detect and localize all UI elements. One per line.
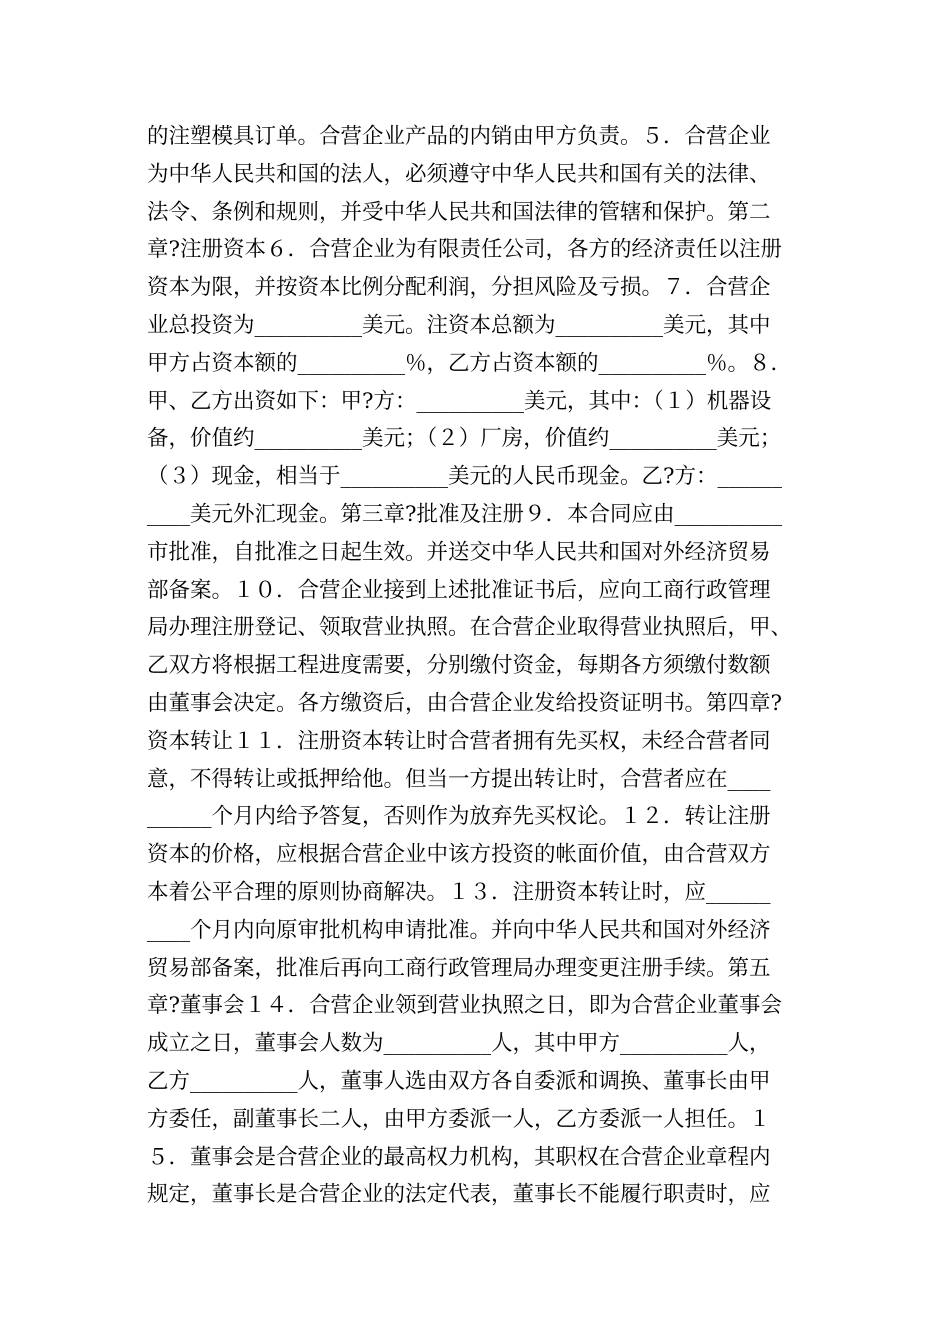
text-line: 贸易部备案，批准后再向工商行政管理局办理变更注册手续。第五 bbox=[147, 955, 771, 981]
text-line: 备，价值约__________美元；（２）厂房，价值约__________美元； bbox=[147, 426, 782, 452]
text-line: 乙方__________人，董事人选由双方各自委派和调换、董事长由甲 bbox=[147, 1068, 771, 1094]
text-line: 本着公平合理的原则协商解决。１３．注册资本转让时，应______ bbox=[147, 879, 771, 905]
text-line: 成立之日，董事会人数为__________人，其中甲方__________人， bbox=[147, 1031, 771, 1057]
text-line: 的注塑模具订单。合营企业产品的内销由甲方负责。５．合营企业 bbox=[147, 124, 771, 149]
text-line: 业总投资为__________美元。注资本总额为__________美元，其中 bbox=[147, 312, 771, 338]
text-line: ____个月内向原审批机构申请批准。并向中华人民共和国对外经济 bbox=[147, 917, 771, 943]
document-body bbox=[147, 118, 807, 1214]
text-line: 章?注册资本６．合营企业为有限责任公司，各方的经济责任以注册 bbox=[147, 237, 783, 263]
text-line: 为中华人民共和国的法人，必须遵守中华人民共和国有关的法律、 bbox=[147, 161, 771, 187]
text-line: 乙双方将根据工程进度需要，分别缴付资金，每期各方须缴付数额 bbox=[147, 653, 771, 679]
text-line: 资本转让１１．注册资本转让时合营者拥有先买权，未经合营者同 bbox=[147, 728, 771, 754]
text-line: ______个月内给予答复，否则作为放弃先买权论。１２．转让注册 bbox=[147, 804, 771, 830]
text-line: 市批准，自批准之日起生效。并送交中华人民共和国对外经济贸易 bbox=[147, 539, 771, 565]
text-line: ５．董事会是合营企业的最高权力机构，其职权在合营企业章程内 bbox=[147, 1144, 771, 1170]
text-line: 由董事会决定。各方缴资后，由合营企业发给投资证明书。第四章? bbox=[147, 690, 783, 716]
text-line: 资本为限，并按资本比例分配利润，分担风险及亏损。７．合营企 bbox=[147, 275, 771, 301]
text-line: 局办理注册登记、领取营业执照。在合营企业取得营业执照后，甲、 bbox=[147, 615, 793, 641]
text-line: 甲、乙方出资如下：甲?方：__________美元，其中：（１）机器设 bbox=[147, 388, 772, 414]
text-line: 意，不得转让或抵押给他。但当一方提出转让时，合营者应在____ bbox=[147, 766, 771, 792]
text-line: 法令、条例和规则，并受中华人民共和国法律的管辖和保护。第二 bbox=[147, 199, 771, 225]
text-line: ____美元外汇现金。第三章?批准及注册９．本合同应由__________ bbox=[147, 501, 783, 527]
text-line: （３）现金，相当于__________美元的人民币现金。乙?方：______ bbox=[147, 464, 783, 490]
text-line: 甲方占资本额的__________％，乙方占资本额的__________％。８． bbox=[147, 350, 793, 376]
text-line: 资本的价格，应根据合营企业中该方投资的帐面价值，由合营双方 bbox=[147, 842, 771, 868]
text-line: 规定，董事长是合营企业的法定代表，董事长不能履行职责时，应 bbox=[147, 1182, 771, 1208]
text-line: 方委任，副董事长二人，由甲方委派一人，乙方委派一人担任。１ bbox=[147, 1106, 771, 1132]
text-line: 部备案。１０．合营企业接到上述批准证书后，应向工商行政管理 bbox=[147, 577, 771, 603]
text-line: 章?董事会１４．合营企业领到营业执照之日，即为合营企业董事会 bbox=[147, 993, 783, 1019]
